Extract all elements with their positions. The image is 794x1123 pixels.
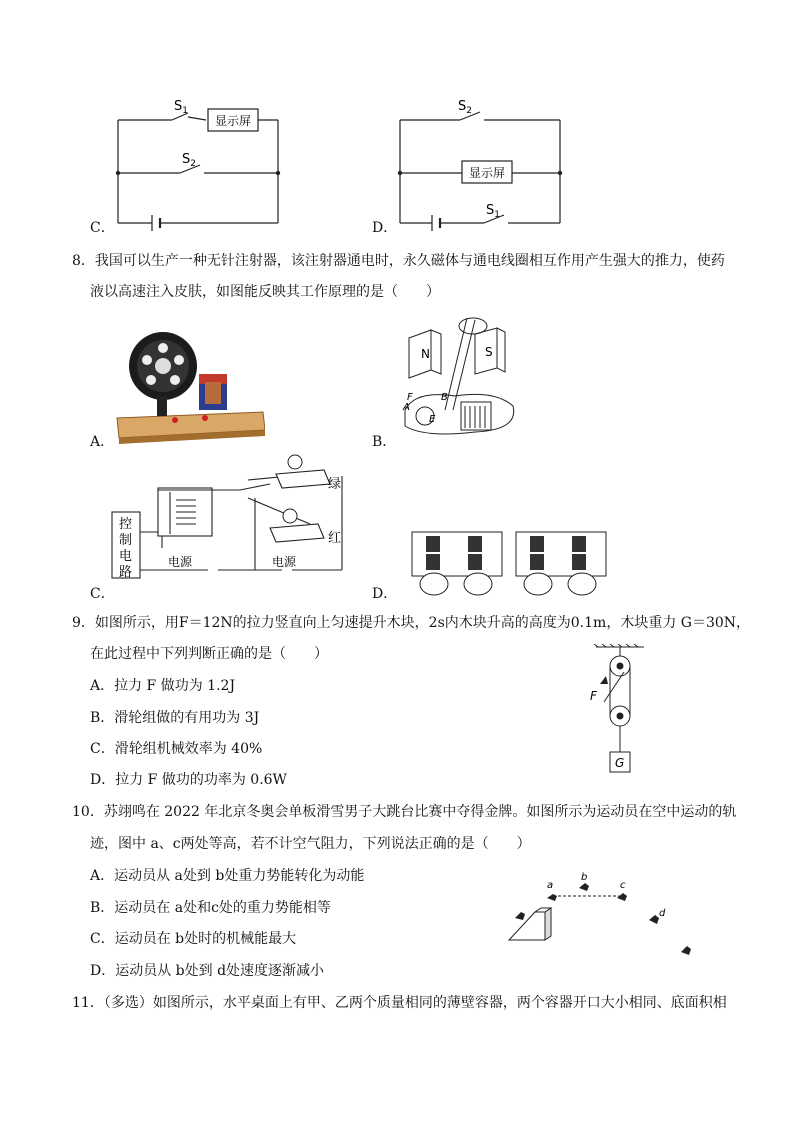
svg-text:红: 红 bbox=[328, 531, 342, 546]
svg-text:电源: 电源 bbox=[168, 555, 193, 569]
svg-text:制: 制 bbox=[119, 533, 133, 548]
q9-option-d: D．拉力 F 做功的功率为 0.6W bbox=[90, 772, 287, 788]
q8-stem-line2: 液以高速注入皮肤，如图能反映其工作原理的是（ ） bbox=[90, 284, 440, 300]
switch-s1-label: $S_1$ bbox=[486, 203, 500, 220]
display-label: 显示屏 bbox=[214, 114, 252, 128]
ski-jump-trajectory-diagram bbox=[505, 870, 705, 970]
switch-s1-label: $S_1$ bbox=[174, 99, 188, 116]
q10-stem-line1: 10．苏翊鸣在 2022 年北京冬奥会单板滑雪男子大跳台比赛中夺得金牌。如图所示为运动员在空中运动的轨 bbox=[72, 804, 737, 820]
pulley-system-diagram bbox=[582, 644, 652, 776]
q8-option-d-label: D． bbox=[372, 586, 398, 602]
q10-option-d: D．运动员从 b处到 d处速度逐渐减小 bbox=[90, 963, 325, 979]
svg-text:绿: 绿 bbox=[328, 477, 342, 492]
svg-text:F: F bbox=[590, 689, 597, 703]
q9-option-b: B．滑轮组做的有用功为 3J bbox=[90, 710, 260, 726]
maglev-trains-diagram bbox=[410, 530, 610, 600]
q8-stem-line1: 8．我国可以生产一种无针注射器，该注射器通电时，永久磁体与通电线圈相互作用产生强大的推力，使药 bbox=[72, 253, 725, 269]
q7-option-c-label: C． bbox=[90, 220, 115, 236]
q7-circuit-d bbox=[392, 95, 572, 235]
svg-text:c: c bbox=[620, 880, 626, 891]
q10-option-b: B．运动员在 a处和c处的重力势能相等 bbox=[90, 900, 331, 916]
q9-stem-line1: 9．如图所示，用F＝12N的拉力竖直向上匀速提升木块，2s内木块升高的高度为0.1m，木块重力 G＝30N， bbox=[72, 615, 751, 631]
svg-text:电: 电 bbox=[119, 549, 133, 564]
svg-text:N: N bbox=[421, 347, 430, 361]
q11-stem-line1: 11．（多选）如图所示，水平桌面上有甲、乙两个质量相同的薄壁容器，两个容器开口大小相同、底面积相 bbox=[72, 995, 727, 1011]
q8-option-b-label: B． bbox=[372, 434, 397, 450]
switch-s2-label: $S_2$ bbox=[458, 99, 472, 116]
q10-stem-line2: 迹，图中 a、c两处等高，若不计空气阻力，下列说法正确的是（ ） bbox=[90, 836, 531, 852]
q10-option-a: A．运动员从 a处到 b处重力势能转化为动能 bbox=[90, 868, 365, 884]
q8-option-c-label: C． bbox=[90, 586, 115, 602]
svg-text:控: 控 bbox=[119, 517, 133, 532]
q9-option-a: A．拉力 F 做功为 1.2J bbox=[90, 678, 236, 694]
svg-text:a: a bbox=[547, 880, 554, 891]
svg-text:d: d bbox=[659, 908, 666, 919]
q7-option-d-label: D． bbox=[372, 220, 398, 236]
motor-diagram bbox=[395, 310, 525, 445]
q9-stem-line2: 在此过程中下列判断正确的是（ ） bbox=[90, 646, 328, 662]
relay-circuit-diagram bbox=[110, 450, 350, 585]
svg-text:A: A bbox=[403, 402, 410, 413]
q7-circuit-c bbox=[110, 95, 290, 235]
svg-text:路: 路 bbox=[119, 565, 133, 580]
q9-option-c: C．滑轮组机械效率为 40% bbox=[90, 741, 263, 757]
q8-option-a-label: A． bbox=[90, 434, 115, 450]
display-label: 显示屏 bbox=[468, 166, 506, 180]
generator-model-image bbox=[115, 318, 265, 448]
svg-text:F: F bbox=[407, 392, 413, 403]
q10-option-c: C．运动员在 b处时的机械能最大 bbox=[90, 931, 297, 947]
svg-text:E: E bbox=[429, 414, 436, 425]
svg-text:电源: 电源 bbox=[272, 555, 297, 569]
svg-text:S: S bbox=[485, 345, 493, 359]
svg-text:B: B bbox=[441, 392, 448, 403]
svg-text:b: b bbox=[581, 872, 588, 883]
svg-text:G: G bbox=[615, 756, 625, 770]
switch-s2-label: $S_2$ bbox=[182, 152, 196, 169]
